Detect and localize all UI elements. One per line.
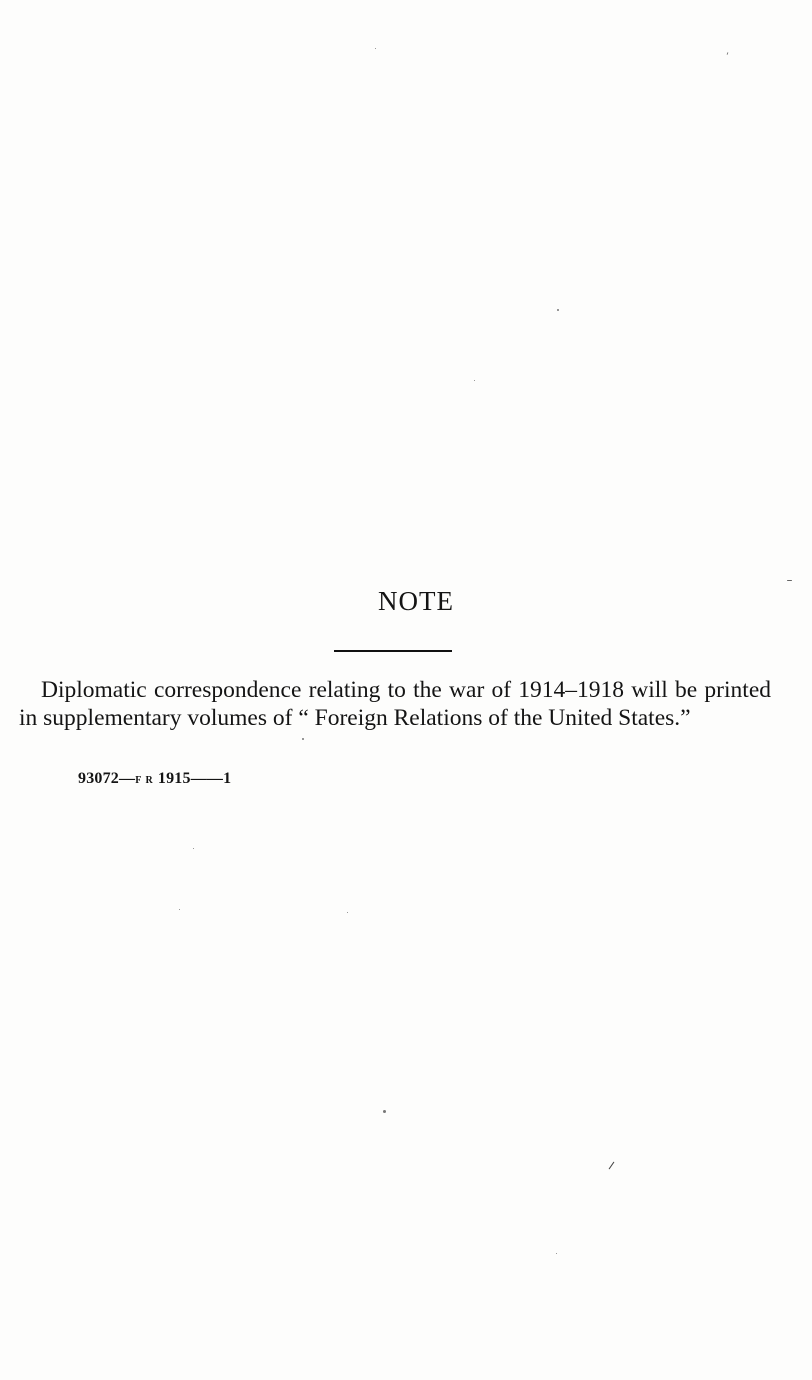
paper-speck xyxy=(609,1162,615,1170)
paper-speck xyxy=(302,738,304,740)
note-paragraph: Diplomatic correspondence relating to the war of 1914–1918 will be printed in supplementary volumes of “ Foreign Relations of the United States.” xyxy=(19,677,771,731)
paper-speck xyxy=(375,48,376,49)
paper-speck xyxy=(474,380,475,381)
signature-prefix: 93072— xyxy=(78,770,136,787)
signature-mark xyxy=(78,770,231,788)
heading-rule xyxy=(334,650,452,652)
paper-speck xyxy=(557,309,559,311)
paper-speck xyxy=(727,52,729,55)
paper-speck xyxy=(787,580,792,581)
signature-letters: F R xyxy=(135,775,154,786)
paper-speck xyxy=(556,1253,557,1254)
signature-year: 1915 xyxy=(157,770,191,787)
signature-number: 1 xyxy=(223,770,232,787)
paper-speck xyxy=(383,1110,386,1113)
paper-speck xyxy=(347,912,348,913)
paper-speck xyxy=(179,909,180,910)
paper-speck xyxy=(193,848,194,849)
signature-dash: —— xyxy=(190,770,224,787)
note-heading: NOTE xyxy=(378,586,454,616)
